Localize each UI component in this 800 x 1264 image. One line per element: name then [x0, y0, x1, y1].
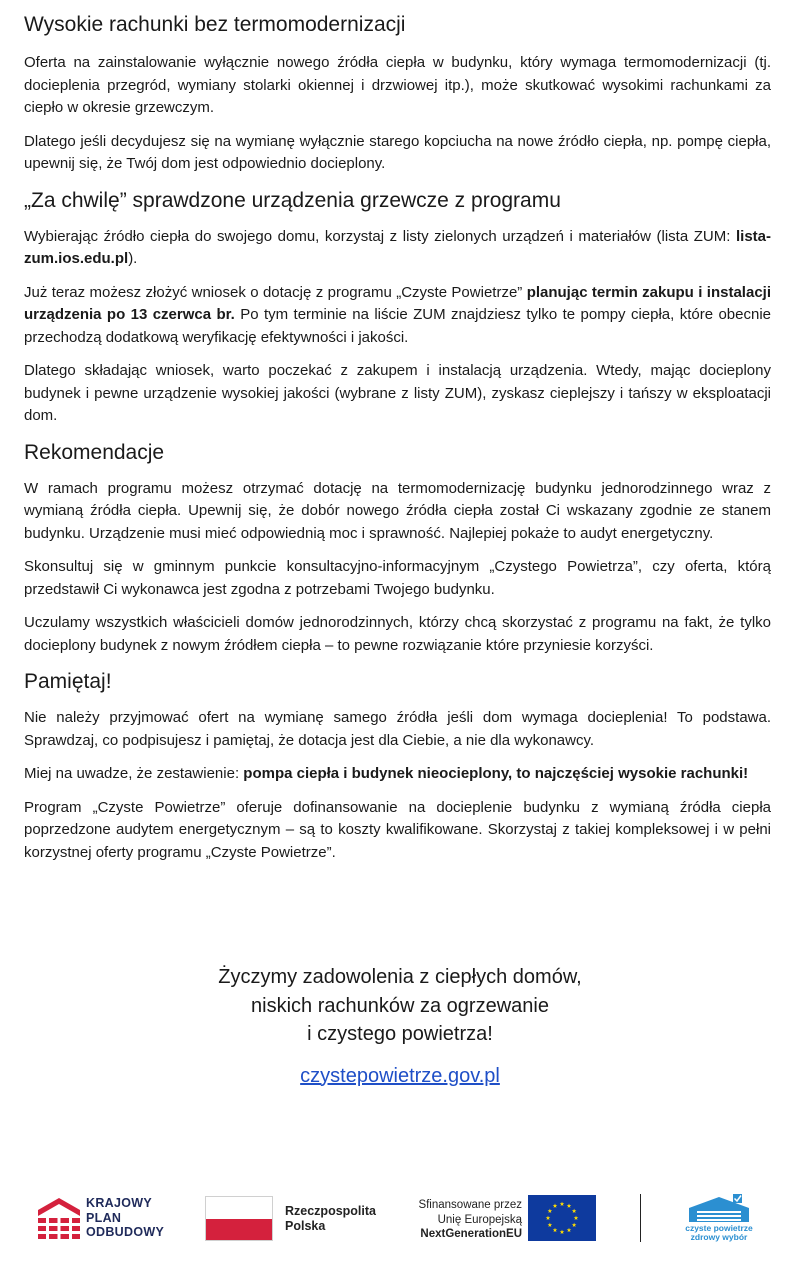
paragraph — [24, 763, 771, 786]
bold-text: pompa ciepła i budynek nieocieplony, to najczęściej wysokie rachunki! — [243, 765, 749, 782]
kpo-text-line: PLAN — [86, 1210, 122, 1225]
text-run: Skonsultuj się w gminnym punkcie konsultacyjno-informacyjnym „Czystego Powietrza”, czy oferta, którą przedstawił Ci wykonawca jest zgodna z potrzebami Twojego budynku. — [24, 558, 771, 598]
house-logo-icon — [683, 1194, 755, 1224]
kpo-logo — [38, 1196, 183, 1241]
rp-text-line: Rzeczpospolita — [285, 1204, 376, 1218]
eu-funding-logo — [402, 1195, 597, 1243]
logo-divider — [640, 1194, 641, 1242]
czyste-powietrze-logo — [683, 1194, 755, 1244]
paragraph — [24, 282, 771, 350]
section-heading: Rekomendacje — [24, 440, 165, 464]
text-run: Nie należy przyjmować ofert na wymianę samego źródła jeśli dom wymaga docieplenia! To podstawa. Sprawdzaj, co podpisujesz i pamiętaj, że dotacja jest dla Ciebie, a nie dla wykonawcy. — [24, 709, 771, 749]
paragraph — [24, 52, 771, 120]
paragraph — [24, 612, 771, 657]
text-run: Już teraz możesz złożyć wniosek o dotację z programu „Czyste Powietrze” — [24, 283, 527, 301]
cp-text-line: czyste powietrze — [685, 1223, 753, 1233]
text-run: Dlatego jeśli decydujesz się na wymianę wyłącznie starego kopciucha na nowe źródło ciepła, np. pompę ciepła, upewnij się, że Twój dom jest odpowiednio docieplony. — [24, 132, 771, 172]
paragraph — [24, 797, 771, 865]
rp-text-line: Polska — [285, 1219, 326, 1233]
eu-text-line: NextGenerationEU — [420, 1228, 522, 1240]
section-recommendations — [24, 440, 771, 658]
eu-text-line: Unię Europejską — [437, 1213, 522, 1226]
kpo-text-line: ODBUDOWY — [86, 1225, 165, 1239]
paragraph — [24, 226, 771, 271]
footer-logos — [0, 1185, 800, 1250]
kpo-text-line: KRAJOWY — [86, 1196, 152, 1210]
section-heading: „Za chwilę” sprawdzone urządzenia grzewcze z programu — [24, 188, 561, 212]
paragraph — [24, 478, 771, 546]
closing-line: i czystego powietrza! — [307, 1023, 493, 1045]
bold-text: planując termin zakupu i instalacji urządzenia po 13 czerwca br. — [24, 283, 771, 323]
polish-flag-icon — [205, 1196, 273, 1241]
closing-message — [0, 963, 800, 1088]
text-run: Program „Czyste Powietrze” oferuje dofinansowanie na docieplenie budynku z wymianą źródła ciepła poprzedzone audytem energetycznym – są to koszty kwalifikowane. Skorzystaj z takiej kompleksowej i w pełni korzystnej oferty programu „Czyste Powietrze”. — [24, 798, 771, 861]
section-heading: Wysokie rachunki bez termomodernizacji — [24, 13, 406, 36]
text-run: Po tym terminie na liście ZUM znajdziesz tylko te pompy ciepła, które obecnie przechodzą dodatkową weryfikację efektywności i jakości. — [24, 306, 771, 346]
paragraph — [24, 360, 771, 428]
closing-line: niskich rachunków za ogrzewanie — [251, 994, 549, 1017]
cp-text-line: zdrowy wybór — [690, 1232, 748, 1242]
text-run: Oferta na zainstalowanie wyłącznie nowego źródła ciepła w budynku, który wymaga termomodernizacji (tj. docieplenia przegród, wymiany stolarki okiennej i drzwiowej itp.), może skutkować wysokimi rachunkami za ciepło w okresie grzewczym. — [24, 54, 771, 116]
text-run: W ramach programu możesz otrzymać dotację na termomodernizację budynku jednorodzinnego wraz z wymianą źródła ciepła. Upewnij się, że dobór nowego źródła ciepła został Ci wskazany zgodnie ze stanem budynku. Urządzenie musi mieć odpowiednią moc i sprawność. Najlepiej pokaże to audyt energetyczny. — [24, 479, 771, 542]
section-high-bills — [24, 12, 771, 176]
text-run: ). — [128, 250, 138, 267]
text-run: Wybierając źródło ciepła do swojego domu, korzystaj z listy zielonych urządzeń i materiałów (lista ZUM: — [24, 227, 736, 245]
document-body — [24, 0, 771, 864]
bold-text: lista-zum.ios.edu.pl — [24, 227, 771, 267]
eu-flag-icon — [528, 1195, 596, 1241]
website-link[interactable]: czystepowietrze.gov.pl — [300, 1064, 500, 1087]
section-verified-devices — [24, 188, 771, 428]
text-run: Dlatego składając wniosek, warto poczekać z zakupem i instalacją urządzenia. Wtedy, mając docieplony budynek i pewne urządzenie wysokiej jakości (wybrane z listy ZUM), zyskasz cieplejszy i tańszy w eksploatacji dom. — [24, 362, 771, 424]
paragraph — [24, 131, 771, 176]
text-run: Uczulamy wszystkich właścicieli domów jednorodzinnych, którzy chcą skorzystać z programu na fakt, że tylko docieplony budynek z nowym źródłem ciepła – to pewne rozwiązanie które przyniesie korzyści. — [24, 614, 771, 654]
text-run: Miej na uwadze, że zestawienie: — [24, 765, 244, 782]
section-heading: Pamiętaj! — [24, 670, 112, 693]
rzeczpospolita-logo — [205, 1196, 395, 1241]
paragraph — [24, 707, 771, 752]
paragraph — [24, 556, 771, 601]
eu-text-line: Sfinansowane przez — [418, 1199, 522, 1211]
closing-line: Życzymy zadowolenia z ciepłych domów, — [218, 966, 582, 988]
kpo-logo-icon — [38, 1196, 80, 1241]
section-remember — [24, 669, 771, 864]
